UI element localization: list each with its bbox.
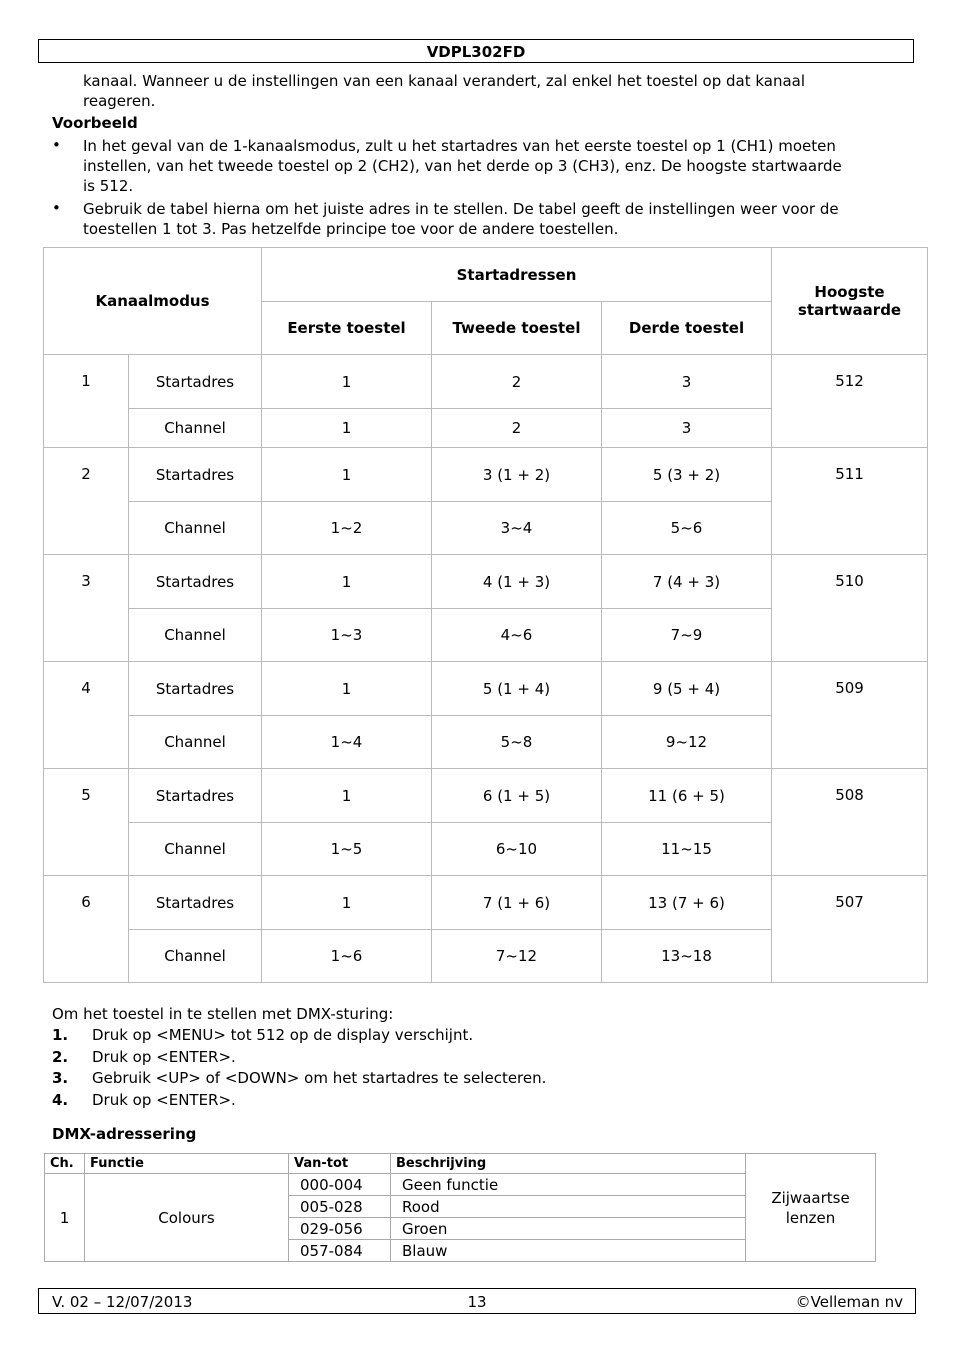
- table-cell: 5~6: [602, 502, 772, 555]
- footer-version: V. 02 – 12/07/2013: [52, 1293, 193, 1311]
- table-row: [44, 555, 928, 609]
- table-cell: 1~6: [262, 930, 432, 983]
- table-cell: 3: [602, 355, 772, 409]
- table-cell: 5 (3 + 2): [602, 448, 772, 502]
- table-cell: Channel: [129, 930, 262, 983]
- mode-cell: 5: [44, 769, 129, 876]
- table-cell: Startadres: [129, 662, 262, 716]
- table-cell: Startadres: [129, 355, 262, 409]
- bullet-text-2: [83, 199, 839, 239]
- list-item: [52, 1025, 546, 1047]
- table-cell: 7 (4 + 3): [602, 555, 772, 609]
- table-cell: 1: [262, 662, 432, 716]
- table-cell: 7 (1 + 6): [432, 876, 602, 930]
- table-cell: 6~10: [432, 823, 602, 876]
- table-cell: 2: [432, 409, 602, 448]
- table-cell: 1: [262, 555, 432, 609]
- list-item: [52, 1090, 546, 1112]
- table-cell: 1~5: [262, 823, 432, 876]
- table-cell: 7~9: [602, 609, 772, 662]
- intro-text: [83, 71, 805, 111]
- table-cell: 1: [262, 409, 432, 448]
- dmx-addressing-table: [44, 1153, 876, 1262]
- max-cell: 512: [772, 355, 928, 448]
- list-item: [52, 1047, 546, 1069]
- header-van-tot: Van-tot: [289, 1154, 391, 1174]
- dmx-intro: Om het toestel in te stellen met DMX-sturing:: [52, 1005, 394, 1023]
- table-cell: 1~2: [262, 502, 432, 555]
- table-row: [44, 662, 928, 716]
- table-cell: Blauw: [391, 1240, 746, 1262]
- table-cell: Channel: [129, 502, 262, 555]
- header-beschrijving: Beschrijving: [391, 1154, 746, 1174]
- table-cell: 1: [262, 448, 432, 502]
- bullet-icon: •: [52, 199, 61, 217]
- side-lenses-cell: Zijwaartse lenzen: [746, 1154, 876, 1262]
- table-cell: Channel: [129, 609, 262, 662]
- table-row: [44, 876, 928, 930]
- table-cell: toestellen 1 tot 3. Pas hetzelfde principe toe voor de andere toestellen.: [83, 220, 619, 238]
- table-row: [44, 769, 928, 823]
- table-cell: 11 (6 + 5): [602, 769, 772, 823]
- list-item: [52, 1068, 546, 1090]
- table-cell: Startadres: [129, 555, 262, 609]
- table-cell: 7~12: [432, 930, 602, 983]
- header-kanaalmodus: Kanaalmodus: [44, 248, 262, 355]
- max-cell: 511: [772, 448, 928, 555]
- table-cell: Gebruik <UP> of <DOWN> om het startadres te selecteren.: [92, 1069, 547, 1087]
- table-cell: reageren.: [83, 92, 156, 110]
- table-cell: 4~6: [432, 609, 602, 662]
- table-cell: 9~12: [602, 716, 772, 769]
- max-cell: 509: [772, 662, 928, 769]
- table-cell: Channel: [129, 823, 262, 876]
- table-cell: 1~4: [262, 716, 432, 769]
- table-cell: is 512.: [83, 177, 134, 195]
- bullet-text-1: [83, 136, 842, 196]
- table-row: [44, 448, 928, 502]
- table-cell: 1: [262, 355, 432, 409]
- table-cell: 6 (1 + 5): [432, 769, 602, 823]
- table-cell: 2.: [52, 1047, 69, 1066]
- table-cell: 11~15: [602, 823, 772, 876]
- max-cell: 507: [772, 876, 928, 983]
- table-cell: 4.: [52, 1090, 69, 1109]
- table-cell: 057-084: [289, 1240, 391, 1262]
- mode-cell: 3: [44, 555, 129, 662]
- table-cell: Startadres: [129, 876, 262, 930]
- table-cell: 1: [262, 769, 432, 823]
- document-header: VDPL302FD: [38, 39, 914, 63]
- footer-copyright: ©Velleman nv: [795, 1293, 903, 1311]
- header-tweede-toestel: Tweede toestel: [432, 302, 602, 355]
- mode-cell: 2: [44, 448, 129, 555]
- table-cell: 1.: [52, 1026, 69, 1044]
- dmx-steps-list: [52, 1025, 546, 1111]
- start-address-table: [43, 247, 928, 983]
- table-cell: Startadres: [129, 448, 262, 502]
- table-cell: 3: [602, 409, 772, 448]
- table-cell: Startadres: [129, 769, 262, 823]
- table-cell: 000-004: [289, 1174, 391, 1196]
- header-ch: Ch.: [45, 1154, 85, 1174]
- channel-cell: 1: [45, 1174, 85, 1262]
- table-cell: 4 (1 + 3): [432, 555, 602, 609]
- table-cell: instellen, van het tweede toestel op 2 (CH2), van het derde op 3 (CH3), enz. De hoogste startwaarde: [83, 157, 842, 175]
- example-heading: Voorbeeld: [52, 114, 138, 132]
- header-hoogste-startwaarde: Hoogste startwaarde: [772, 248, 928, 355]
- function-cell: Colours: [85, 1174, 289, 1262]
- table-cell: Druk op <ENTER>.: [92, 1090, 236, 1109]
- table-cell: 3.: [52, 1069, 69, 1087]
- max-cell: 508: [772, 769, 928, 876]
- footer-page-number: 13: [467, 1293, 487, 1311]
- table-cell: kanaal. Wanneer u de instellingen van een kanaal verandert, zal enkel het toestel op dat kanaal: [83, 72, 806, 90]
- table-cell: 005-028: [289, 1196, 391, 1218]
- header-eerste-toestel: Eerste toestel: [262, 302, 432, 355]
- mode-cell: 1: [44, 355, 129, 448]
- header-derde-toestel: Derde toestel: [602, 302, 772, 355]
- table-cell: Gebruik de tabel hierna om het juiste adres in te stellen. De tabel geeft de instellingen weer voor de: [83, 200, 839, 218]
- table-cell: Druk op <MENU> tot 512 op de display verschijnt.: [92, 1026, 474, 1044]
- table-cell: In het geval van de 1-kanaalsmodus, zult u het startadres van het eerste toestel op 1 (CH1) moeten: [83, 137, 836, 155]
- table-cell: 3 (1 + 2): [432, 448, 602, 502]
- table-cell: 029-056: [289, 1218, 391, 1240]
- document-footer: [38, 1288, 916, 1314]
- table-cell: 5~8: [432, 716, 602, 769]
- table-cell: 1: [262, 876, 432, 930]
- table-cell: 2: [432, 355, 602, 409]
- table-cell: Rood: [391, 1196, 746, 1218]
- bullet-icon: •: [52, 136, 61, 154]
- dmx-addressing-heading: DMX-adressering: [52, 1125, 197, 1143]
- table-cell: 13 (7 + 6): [602, 876, 772, 930]
- mode-cell: 6: [44, 876, 129, 983]
- table-cell: Channel: [129, 409, 262, 448]
- header-startadressen: Startadressen: [262, 248, 772, 302]
- table-cell: Groen: [391, 1218, 746, 1240]
- header-functie: Functie: [85, 1154, 289, 1174]
- table-cell: Channel: [129, 716, 262, 769]
- table-cell: Druk op <ENTER>.: [92, 1047, 236, 1066]
- table-cell: 13~18: [602, 930, 772, 983]
- table-cell: 1~3: [262, 609, 432, 662]
- table-cell: Geen functie: [391, 1174, 746, 1196]
- table-cell: 3~4: [432, 502, 602, 555]
- table-row: [44, 355, 928, 409]
- table-cell: 9 (5 + 4): [602, 662, 772, 716]
- max-cell: 510: [772, 555, 928, 662]
- mode-cell: 4: [44, 662, 129, 769]
- table-cell: 5 (1 + 4): [432, 662, 602, 716]
